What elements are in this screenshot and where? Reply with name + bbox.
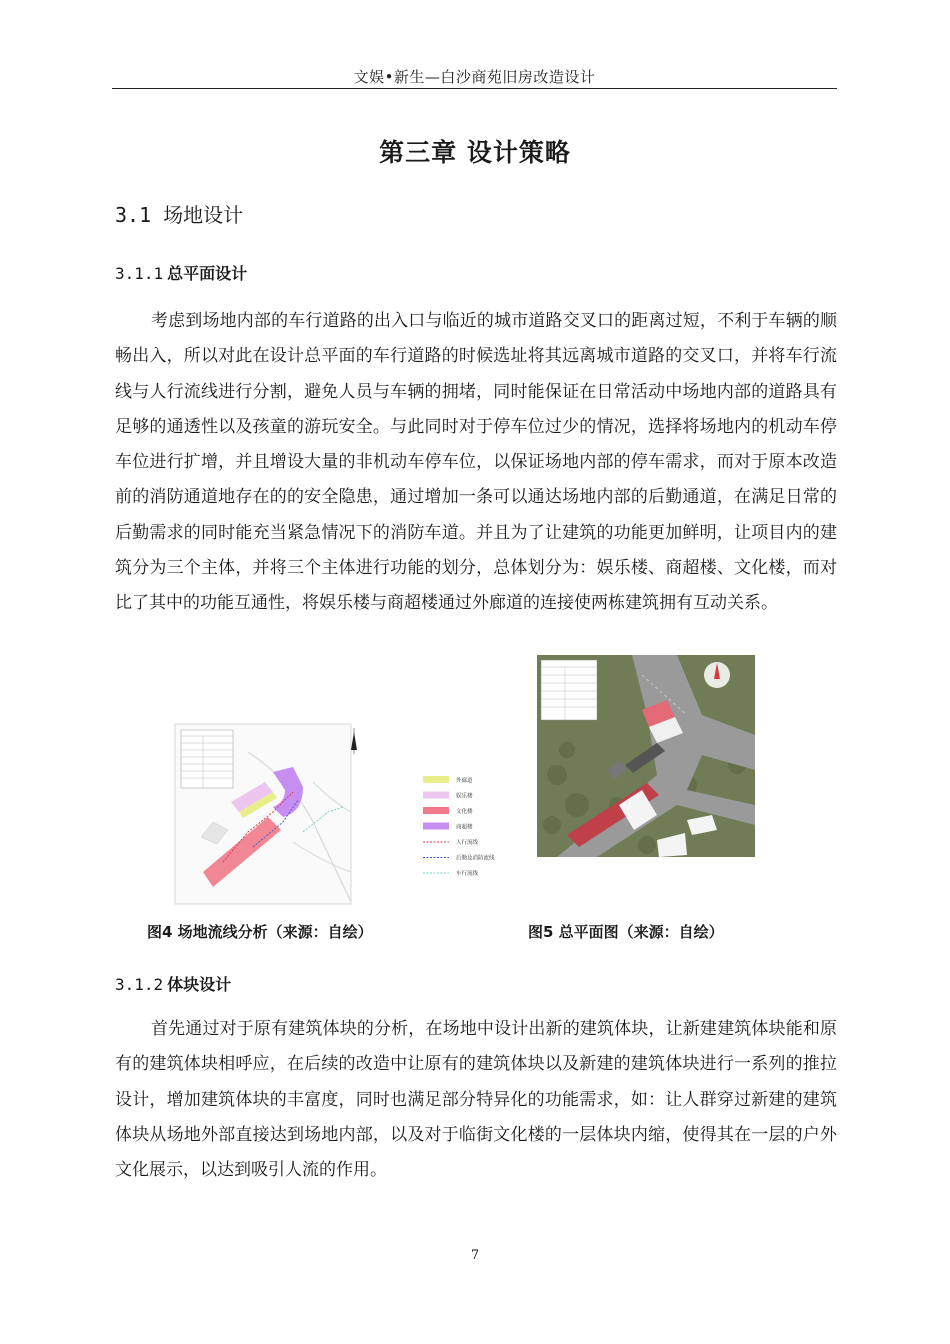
section-heading-3-1 [115, 199, 243, 228]
legend-label: 娱乐楼 [456, 793, 473, 800]
legend-label: 文化楼 [456, 809, 473, 815]
body-paragraph-site-plan: 考虑到场地内部的车行道路的出入口与临近的城市道路交叉口的距离过短，不利于车辆的顺畅出入，所以对此在设计总平面的车行道路的时候选址将其远离城市道路的交叉口，并将车行流线与人行流线进行分割，避免人员与车辆的拥堵，同时能保证在日常活动中场地内部的道路具有足够的通透性以及孩童的游玩安全。与此同时对于停车位过少的情况，选择将场地内的机动车停车位进行扩增，并且增设大量的非机动车停车位，以保证场地内部的停车需求，而对于原本改造前的消防通道地存在的的安全隐患，通过增加一条可以通达场地内部的后勤通道，在满足日常的后勤需求的同时能充当紧急情况下的消防车道。并且为了让建筑的功能更加鲜明，让项目内的建筑分为三个主体，并将三个主体进行功能的划分，总体划分为：娱乐楼、商超楼、文化楼，而对比了其中的功能互通性，将娱乐楼与商超楼通过外廊道的连接使两栋建筑拥有互动关系。 [115, 311, 837, 614]
subsection-heading-3-1-1 [115, 261, 247, 284]
figure-4-caption: 图4 场地流线分析（来源：自绘） [147, 923, 373, 941]
subsection-heading-3-1-2 [115, 972, 231, 995]
north-arrow-icon [351, 728, 357, 754]
page-number: 7 [470, 1248, 480, 1263]
info-table [181, 730, 233, 788]
subsection-number: 3.1.1 [115, 264, 164, 283]
legend-swatch [423, 776, 449, 783]
legend-swatch [423, 823, 449, 830]
section-title: 场地设计 [163, 203, 244, 227]
figure-site-circulation [173, 722, 521, 907]
header-rule [112, 88, 837, 89]
legend-swatch [423, 807, 449, 814]
legend-label: 车行流线 [456, 871, 479, 877]
figure-5-caption: 图5 总平面图（来源：自绘） [528, 923, 724, 941]
figure-site-master-plan [537, 655, 755, 857]
north-arrow-icon [704, 662, 730, 688]
section-number: 3.1 [115, 203, 152, 227]
chapter-title: 第三章 设计策略 [379, 138, 571, 167]
legend-label: 后勤及消防流线 [456, 855, 495, 862]
subsection-title: 总平面设计 [167, 264, 248, 283]
legend-label: 外廊道 [456, 778, 473, 784]
info-table [541, 660, 597, 720]
legend [423, 776, 495, 877]
body-paragraph-massing: 首先通过对于原有建筑体块的分析，在场地中设计出新的建筑体块，让新建建筑体块能和原有的建筑体块相呼应，在后续的改造中让原有的建筑体块以及新建的建筑体块进行一系列的推拉设计，增加建筑体块的丰富度，同时也满足部分特异化的功能需求，如：让人群穿过新建的建筑体块从场地外部直接达到场地内部，以及对于临街文化楼的一层体块内缩，使得其在一层的户外文化展示，以达到吸引人流的作用。 [115, 1019, 837, 1181]
running-header: 文娱•新生—白沙商苑旧房改造设计 [353, 68, 596, 86]
legend-label: 人行流线 [456, 840, 479, 846]
subsection-title: 体块设计 [167, 975, 232, 994]
subsection-number: 3.1.2 [115, 975, 164, 994]
legend-swatch [423, 792, 449, 799]
legend-label: 商超楼 [456, 824, 473, 831]
